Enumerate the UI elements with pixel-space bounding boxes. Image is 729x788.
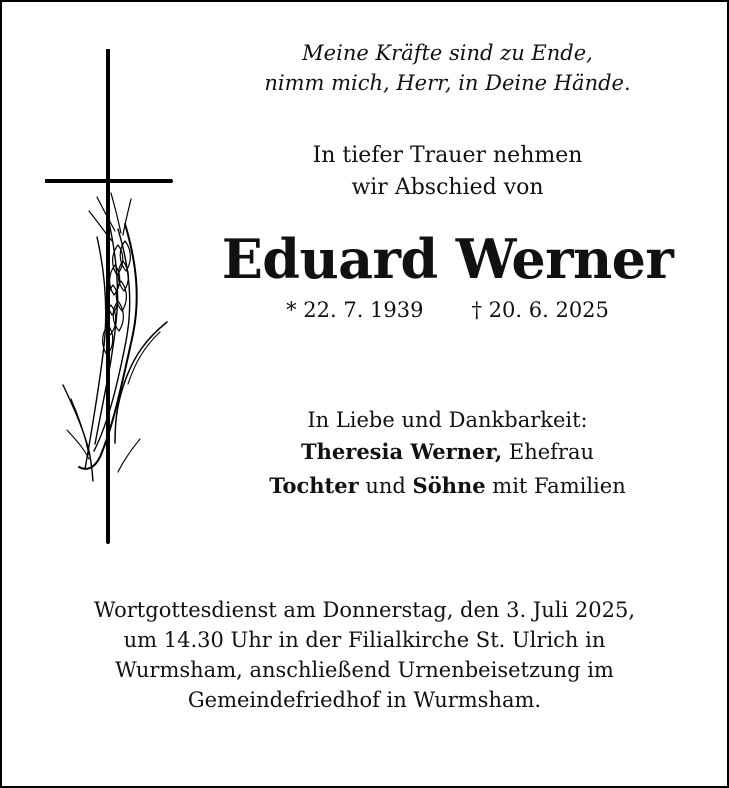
mourning-intro-line: wir Abschied von	[351, 175, 544, 200]
life-dates	[210, 295, 685, 325]
family-line	[210, 469, 685, 503]
verse-line: nimm mich, Herr, in Deine Hände.	[264, 71, 631, 95]
service-line: Gemeindefriedhof in Wurmsham.	[187, 688, 542, 712]
service-line: Wortgottesdienst am Donnerstag, den 3. Juli 2025,	[93, 598, 636, 622]
mourning-intro-line: In tiefer Trauer nehmen	[312, 143, 583, 168]
family-name-bold: Theresia Werner,	[301, 439, 503, 464]
service-line: um 14.30 Uhr in der Filialkirche St. Ulrich in	[123, 628, 606, 652]
family-line	[210, 435, 685, 469]
mourning-intro	[210, 140, 685, 204]
cross-with-wheat-icon	[45, 49, 175, 544]
obituary-header	[210, 38, 685, 503]
death-date: † 20. 6. 2025	[471, 298, 609, 322]
family-name-bold: Söhne	[412, 473, 486, 498]
verse-line: Meine Kräfte sind zu Ende,	[302, 41, 593, 65]
family-connector: und	[365, 474, 413, 498]
family-relationship: mit Familien	[492, 474, 626, 498]
thanks-title: In Liebe und Dankbarkeit:	[307, 408, 588, 432]
deceased-name: Eduard Werner	[221, 227, 674, 291]
family-name-bold: Tochter	[269, 473, 359, 498]
service-line: Wurmsham, anschließend Urnenbeisetzung im	[115, 658, 614, 682]
service-information	[0, 595, 729, 715]
family-relationship: Ehefrau	[508, 440, 594, 464]
birth-date: * 22. 7. 1939	[286, 298, 424, 322]
